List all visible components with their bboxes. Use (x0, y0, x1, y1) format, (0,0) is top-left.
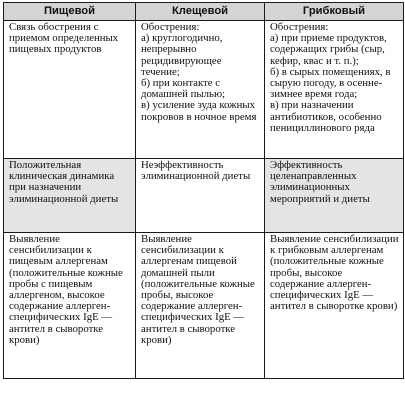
cell-text: Неэффективность элиминационной диеты (141, 159, 251, 183)
cell-text: б) при контакте с домашней пылью; (141, 77, 226, 101)
cell-text: Выявление сенсибилизации к пищевым аллергенам (положительные кожные пробы с пищевым аллергеном, высокое содержание аллерген-специфических IgE — антител в сыворотке крови) (9, 233, 123, 346)
header-mite: Клещевой (136, 3, 265, 21)
cell-text: Эффективность целенаправленных элиминационных мероприятий и диеты (270, 159, 370, 205)
cell-text: б) в сырых помещениях, в сырую погоду, в осенне-зимнее время года; (270, 65, 391, 101)
cell-food-sensitization (4, 233, 136, 379)
table-row (4, 159, 404, 233)
cell-food-diet (4, 159, 136, 233)
table-row (4, 21, 404, 159)
header-food: Пищевой (4, 3, 136, 21)
header-fungal: Грибковый (265, 3, 404, 21)
cell-mite-sensitization (136, 233, 265, 379)
allergy-comparison-table (3, 2, 404, 379)
table-header (4, 3, 404, 21)
cell-text: а) при приеме продуктов, содержащих грибы (сыр, кефир, квас и т. п.); (270, 32, 387, 67)
cell-text: Обострения: (141, 21, 200, 33)
cell-text: Выявление сенсибилизации к грибковым аллергенам (положительные кожные пробы, высокое содержание аллерген-специфических IgE — антител в сыворотке крови) (270, 233, 399, 313)
cell-mite-exacerbation (136, 21, 265, 159)
cell-text: Выявление сенсибилизации к аллергенам пищевой домашней пыли (положительные кожные пробы, высокое содержание аллерген-специфических IgE — антител в сыворотке крови) (141, 233, 255, 346)
cell-text: Связь обострения с приемом определенных пищевых продуктов (9, 21, 119, 56)
cell-fungal-sensitization (265, 233, 404, 379)
table-body (4, 21, 404, 379)
cell-text: в) при назначении антибиотиков, особенно пенициллинового ряда (270, 99, 382, 134)
cell-text: Положительная клиническая динамика при назначении элиминационной диеты (9, 159, 119, 205)
header-row (4, 3, 404, 21)
table-row (4, 233, 404, 379)
cell-text: а) круглогодично, непрерывно рецидивирующее течение; (141, 32, 223, 78)
cell-fungal-diet (265, 159, 404, 233)
cell-fungal-exacerbation (265, 21, 404, 159)
cell-mite-diet (136, 159, 265, 233)
cell-text: в) усиление зуда кожных покровов в ночное время (141, 99, 257, 123)
cell-food-exacerbation (4, 21, 136, 159)
cell-text: Обострения: (270, 21, 329, 33)
